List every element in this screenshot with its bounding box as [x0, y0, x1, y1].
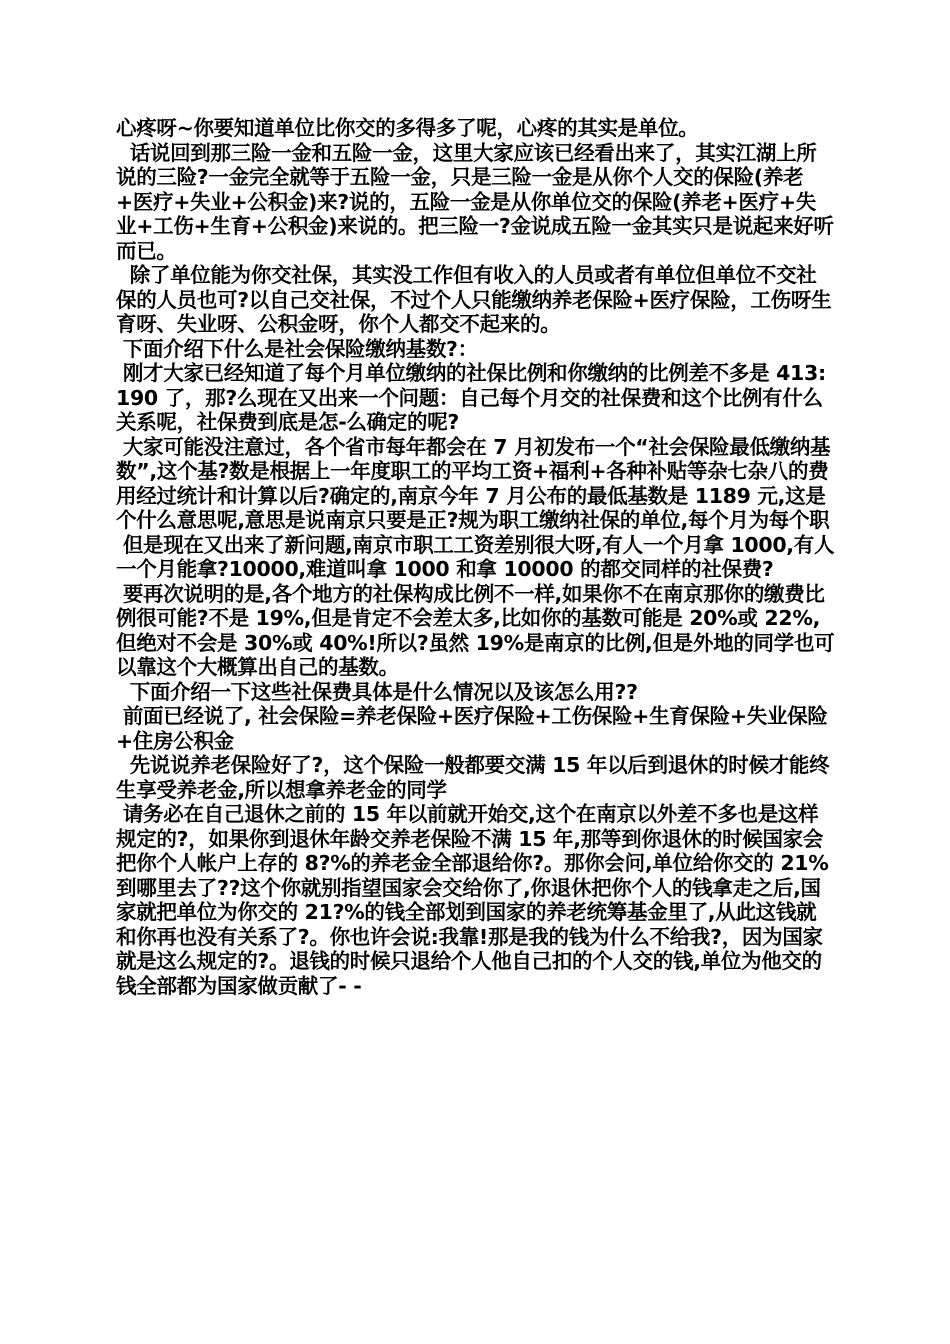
paragraph-insurance-definition: 前面已经说了, 社会保险=养老保险+医疗保险+工伤保险+生育保险+失业保险+住房公积金	[116, 704, 828, 753]
paragraph-self-paid-social-security: 除了单位能为你交社保，其实没工作但有收入的人员或者有单位但单位不交社保的人员也可?以自己交社保，不过个人只能缴纳养老保险+医疗保险，工伤呀生育呀、失业呀、公积金呀，你个人都交不起来的。	[116, 263, 832, 336]
paragraph-unit-pays-more: 心疼呀~你要知道单位比你交的多得多了呢，心疼的其实是单位。	[116, 116, 699, 140]
document-page	[116, 116, 836, 998]
paragraph-regional-ratio: 要再次说明的是,各个地方的社保构成比例不一样,如果你不在南京那你的缴费比例很可能?不是 19%,但是肯定不会差太多,比如你的基数可能是 20%或 22%,但绝对不会是 30%或 40%!所以?虽然 19%是南京的比例,但是外地的同学也可以靠这个大概算出自己的基数。	[116, 581, 835, 679]
paragraph-pension-intro: 先说说养老保险好了?，这个保险一般都要交满 15 年以后到退休的时候才能终生享受养老金,所以想拿养老金的同学	[116, 753, 830, 802]
paragraph-pension-refund: 请务必在自己退休之前的 15 年以前就开始交,这个在南京以外差不多也是这样规定的?，如果你到退休年龄交养老保险不满 15 年,那等到你退休的时候国家会把你个人帐户上存的 8?%的养老金全部退给你?。那你会问,单位给你交的 21%到哪里去了??这个你就别指望国家会交给你了,你退休把你个人的钱拿走之后,国家就把单位为你交的 21?%的钱全部划到国家的养老统筹基金里了,从此这钱就和你再也没有关系了?。你也许会说:我靠!那是我的钱为什么不给我?，因为国家就是这么规定的?。退钱的时候只退给个人他自己扣的个人交的钱,单位为他交的钱全部都为国家做贡献了- -	[116, 802, 829, 998]
paragraph-three-vs-five-insurances: 话说回到那三险一金和五险一金，这里大家应该已经看出来了，其实江湖上所说的三险?一金完全就等于五险一金，只是三险一金是从你个人交的保险(养老+医疗+失业+公积金)来?说的，五险一金是从你单位交的保险(养老+医疗+失业+工伤+生育+公积金)来说的。把三险一?金说成五险一金其实只是说起来好听而已。	[116, 140, 834, 263]
paragraph-wage-difference: 但是现在又出来了新问题,南京市职工工资差别很大呀,有人一个月拿 1000,有人一个月能拿?10000,难道叫拿 1000 和拿 10000 的都交同样的社保费?	[116, 532, 835, 581]
paragraph-minimum-base: 大家可能没注意过，各个省市每年都会在 7 月初发布一个“社会保险最低缴纳基数”,这个基?数是根据上一年度职工的平均工资+福利+各种补贴等杂七杂八的费用经过统计和计算以后?确定的,南京今年 7 月公布的最低基数是 1189 元,这是个什么意思呢,意思是说南京只要是正?规为职工缴纳社保的单位,每个月为每个职	[116, 434, 831, 532]
paragraph-ratio-question: 刚才大家已经知道了每个月单位缴纳的社保比例和你缴纳的比例差不多是 413:190 了，那?么现在又出来一个问题：自己每个月交的社保费和这个比例有什么关系呢，社保费到底是怎-么确定的呢?	[116, 361, 826, 434]
paragraph-usage-heading: 下面介绍一下这些社保费具体是什么情况以及该怎么用??	[116, 679, 638, 704]
paragraph-base-heading: 下面介绍下什么是社会保险缴纳基数?：	[116, 336, 478, 361]
